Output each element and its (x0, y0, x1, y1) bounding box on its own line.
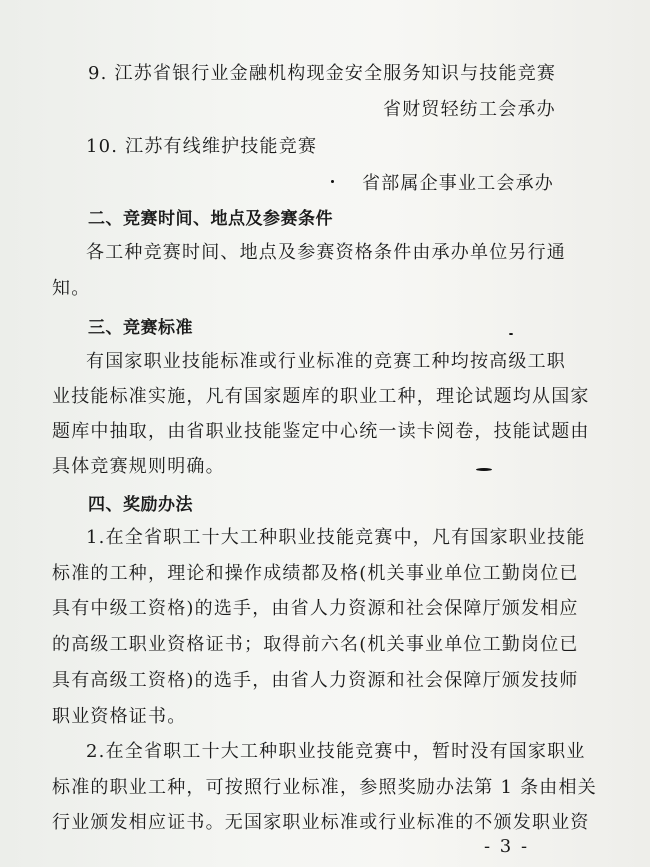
item-10-title: 10. 江苏有线维护技能竞赛 (86, 136, 318, 157)
section-2-line-2: 知。 (52, 278, 91, 299)
item-9-title: 9. 江苏省银行业金融机构现金安全服务知识与技能竞赛 (88, 63, 557, 84)
section-4-heading: 四、奖励办法 (88, 495, 193, 515)
section-4-para-1-line-3: 具有中级工资格)的选手，由省人力资源和社会保障厅颁发相应 (52, 598, 579, 619)
section-4-para-1-line-5: 具有高级工资格)的选手，由省人力资源和社会保障厅颁发技师 (52, 670, 579, 691)
section-4-para-1-line-6: 职业资格证书。 (52, 706, 187, 727)
page-number: - 3 - (484, 836, 530, 857)
item-10-organizer: 省部属企事业工会承办 (362, 173, 554, 194)
section-3-line-1: 有国家职业技能标准或行业标准的竞赛工种均按高级工职 (86, 351, 566, 372)
section-4-para-2-line-1: 2.在全省职工十大工种职业技能竞赛中，暂时没有国家职业 (86, 741, 586, 762)
ink-speck (509, 333, 513, 335)
section-3-line-2: 业技能标准实施，凡有国家题库的职业工种，理论试题均从国家 (52, 386, 590, 407)
section-3-line-4: 具体竞赛规则明确。 (52, 456, 225, 477)
section-4-para-1-line-4: 的高级工职业资格证书；取得前六名(机关事业单位工勤岗位已 (52, 634, 579, 655)
section-4-para-1-line-1: 1.在全省职工十大工种职业技能竞赛中，凡有国家职业技能 (86, 527, 586, 548)
section-2-heading: 二、竞赛时间、地点及参赛条件 (88, 209, 333, 229)
section-2-line-1: 各工种竞赛时间、地点及参赛资格条件由承办单位另行通 (86, 242, 566, 263)
section-4-para-2-line-2: 标准的职业工种，可按照行业标准，参照奖励办法第 1 条由相关 (52, 777, 597, 798)
section-3-line-3: 题库中抽取，由省职业技能鉴定中心统一读卡阅卷，技能试题由 (52, 421, 590, 442)
ink-smudge (476, 468, 492, 471)
item-9-organizer: 省财贸轻纺工会承办 (383, 99, 556, 120)
section-3-heading: 三、竞赛标准 (88, 318, 193, 338)
ink-speck (331, 180, 334, 183)
section-4-para-2-line-3: 行业颁发相应证书。无国家职业标准或行业标准的不颁发职业资 (52, 812, 590, 833)
section-4-para-1-line-2: 标准的工种，理论和操作成绩都及格(机关事业单位工勤岗位已 (52, 563, 579, 584)
